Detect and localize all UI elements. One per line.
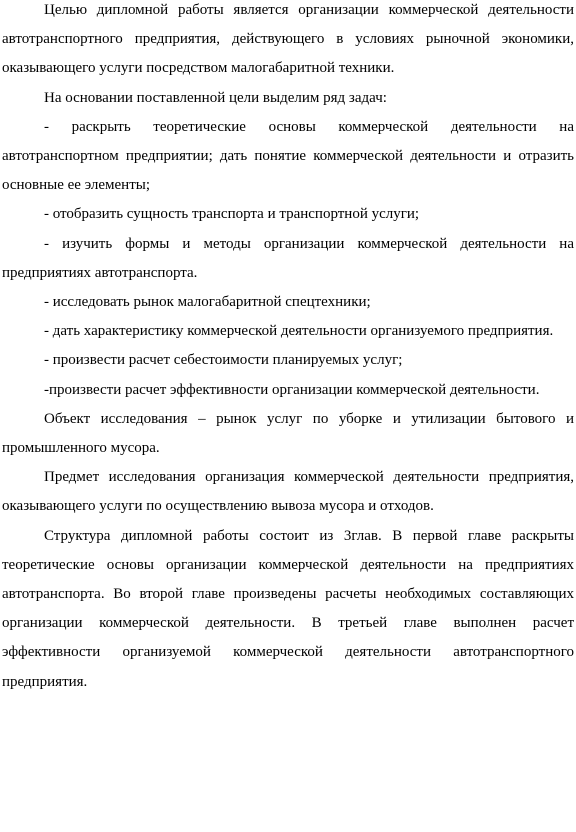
task-item-forms-methods: - изучить формы и методы организации коммерческой деятельности на предприятиях автотранспорта. bbox=[2, 235, 574, 281]
paragraph-structure: Структура дипломной работы состоит из 3глав. В первой главе раскрыты теоретические основы организации коммерческой деятельности на предприятиях автотранспорта. Во второй главе произведены расчеты необходимых составляющих организации коммерческой деятельности. В третьей главе выполнен расчет эффективности организуемой коммерческой деятельности автотранспортного предприятия. bbox=[2, 527, 574, 690]
task-item-characteristics: - дать характеристику коммерческой деятельности организуемого предприятия. bbox=[44, 323, 554, 340]
paragraph-tasks-intro: На основании поставленной цели выделим ряд задач: bbox=[44, 89, 387, 106]
task-item-market-research: - исследовать рынок малогабаритной спецтехники; bbox=[44, 294, 371, 311]
paragraph-research-subject: Предмет исследования организация коммерческой деятельности предприятия, оказывающего услуги по осуществлению вывоза мусора и отходов. bbox=[2, 469, 574, 515]
task-item-efficiency-calculation: -произвести расчет эффективности организации коммерческой деятельности. bbox=[44, 381, 540, 398]
paragraph-research-object: Объект исследования – рынок услуг по уборке и утилизации бытового и промышленного мусора. bbox=[2, 410, 574, 457]
task-item-theory: - раскрыть теоретические основы коммерческой деятельности на автотранспортном предприятии; дать понятие коммерческой деятельности и отразить основные ее элементы; bbox=[2, 118, 574, 194]
paragraph-goal: Целью дипломной работы является организации коммерческой деятельности автотранспортного предприятия, действующего в условиях рыночной экономики, оказывающего услуги посредством малогабаритной техники. bbox=[2, 2, 574, 77]
task-item-cost-calculation: - произвести расчет себестоимости планируемых услуг; bbox=[44, 352, 403, 369]
task-item-transport-essence: - отобразить сущность транспорта и транспортной услуги; bbox=[44, 206, 420, 223]
